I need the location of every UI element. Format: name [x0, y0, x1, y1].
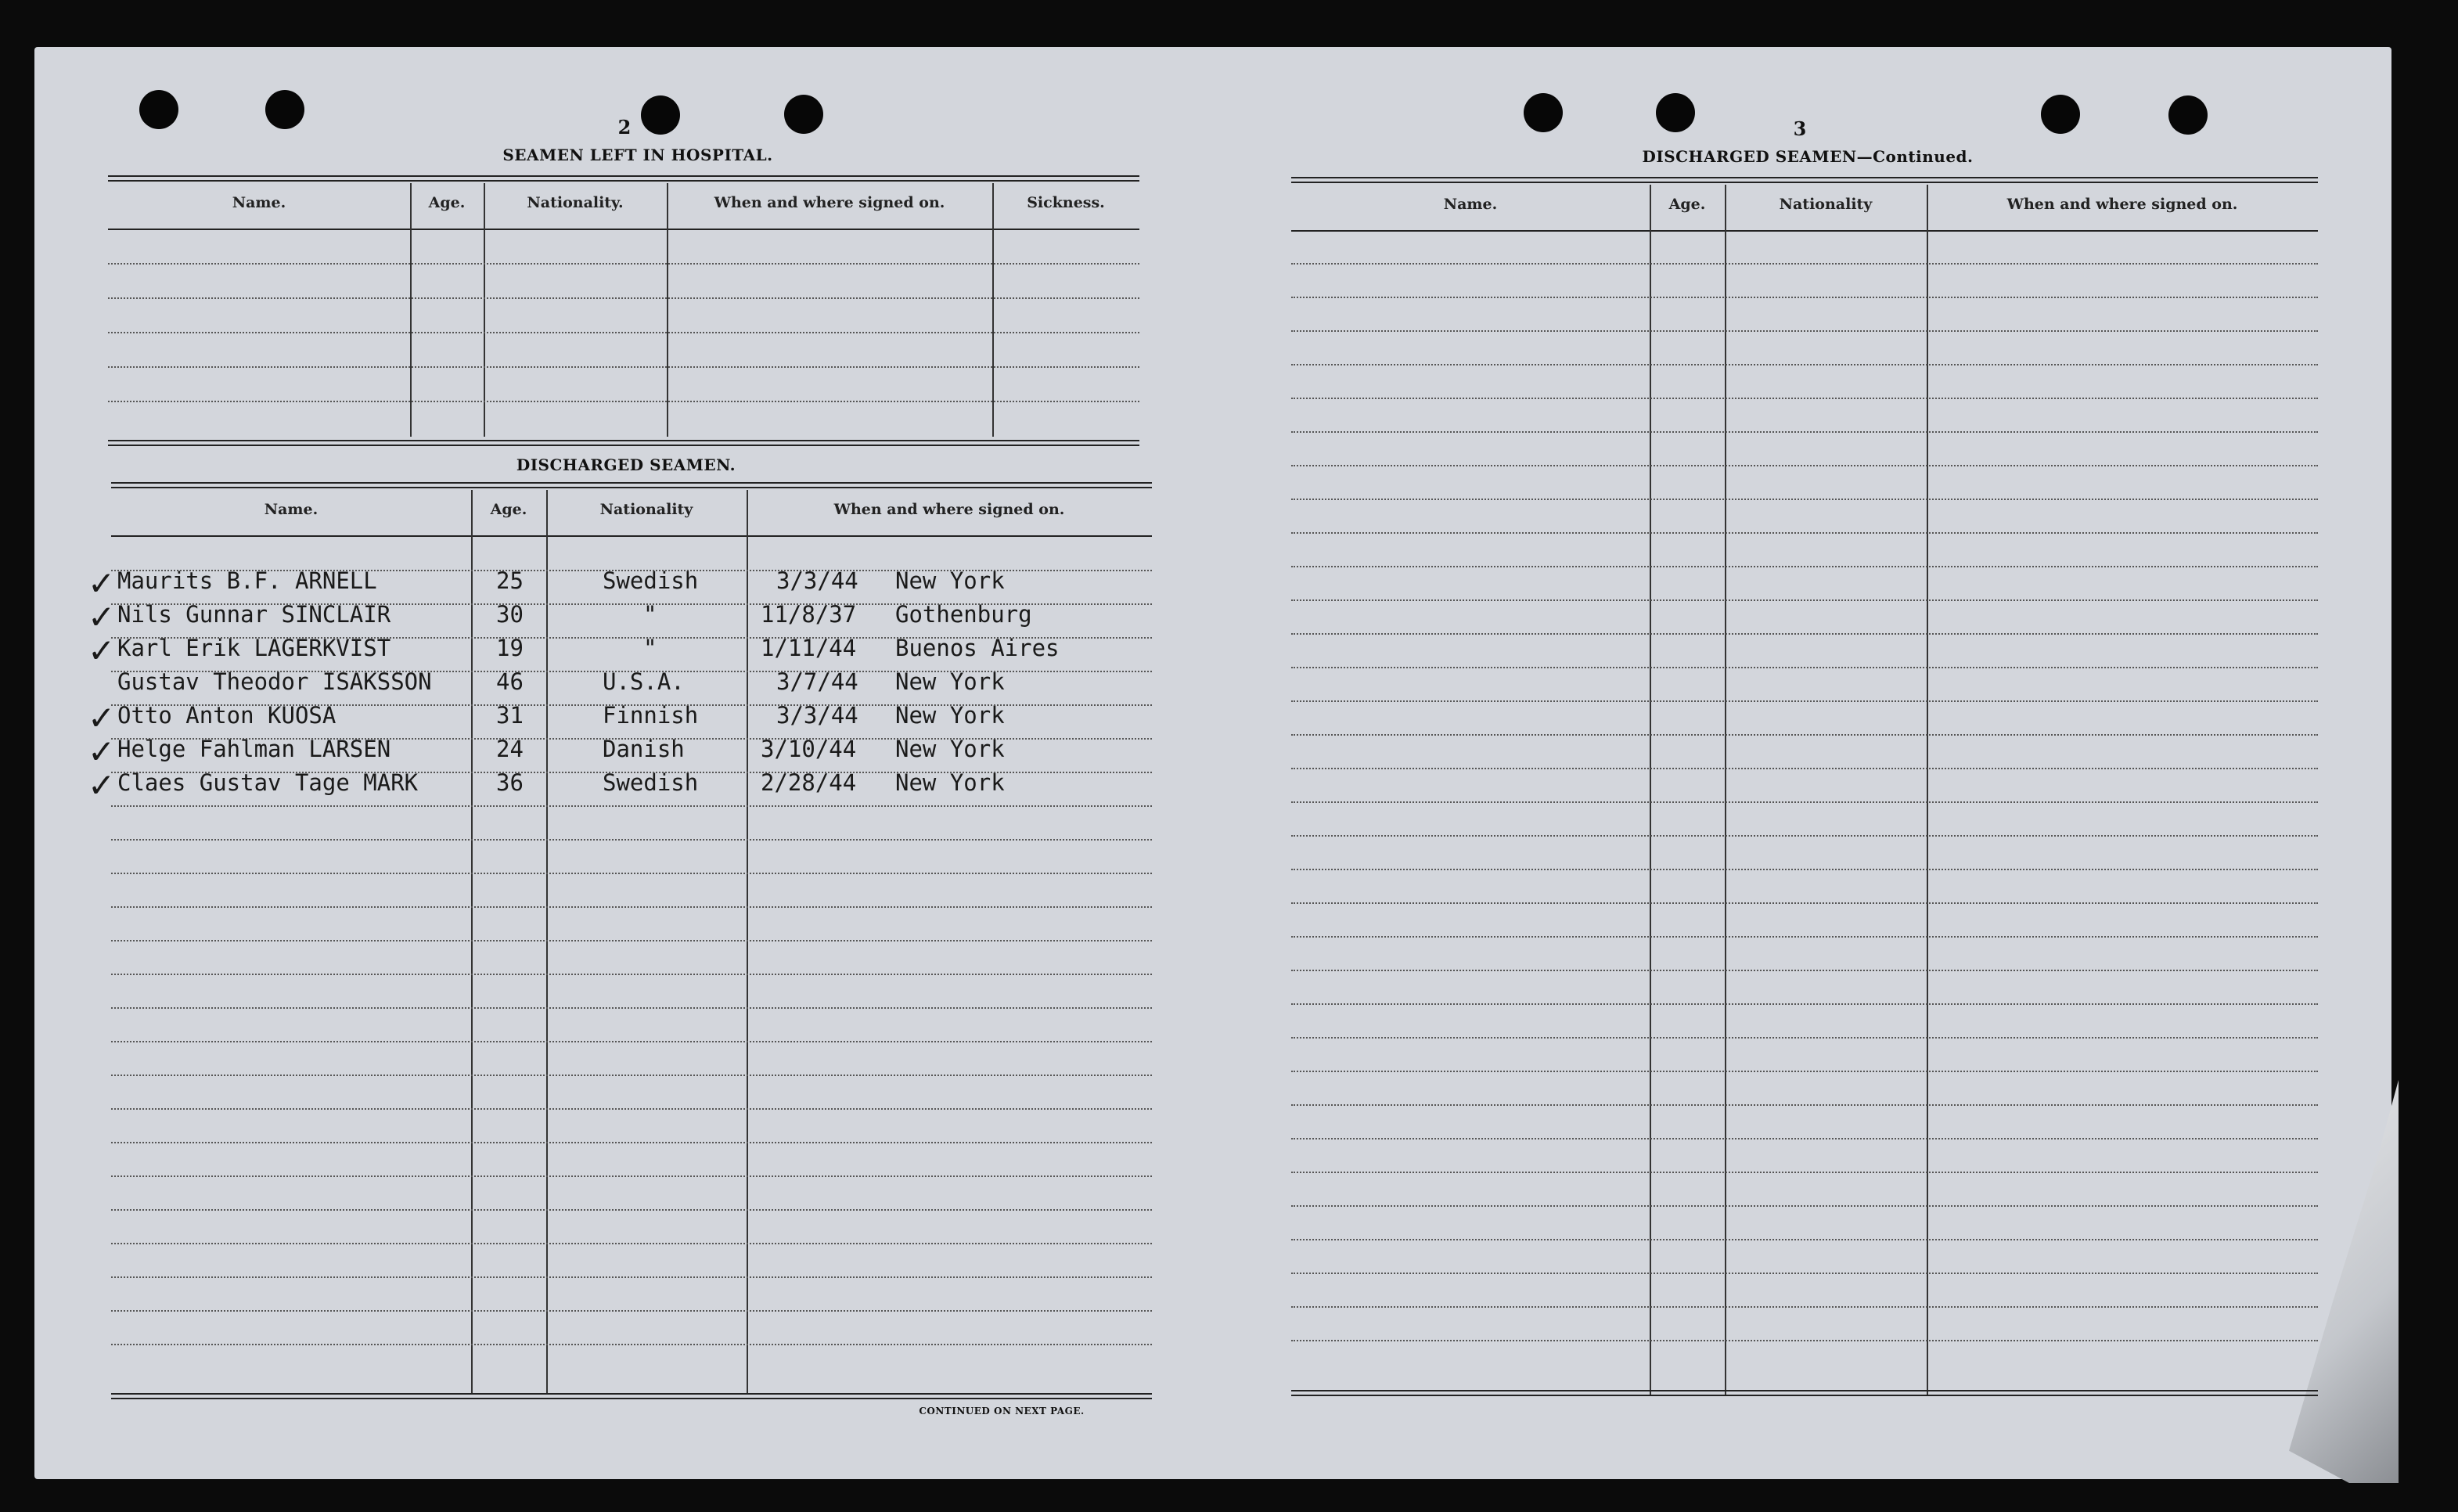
seaman-name: Karl Erik LAGERKVIST	[117, 635, 391, 661]
discharged-header-nationality: Nationality	[599, 501, 693, 518]
seaman-age: 24	[496, 736, 524, 762]
punch-hole-icon	[1524, 93, 1563, 132]
punch-hole-icon	[2168, 95, 2208, 135]
check-mark-icon: ✓	[88, 733, 116, 771]
continued-discharged-table	[1291, 177, 2318, 1402]
seaman-age: 46	[496, 668, 524, 695]
signed-on-date: 3/10/44	[761, 736, 857, 762]
signed-on-place: New York	[895, 567, 1005, 594]
seaman-name: Maurits B.F. ARNELL	[117, 567, 377, 594]
punch-hole-icon	[139, 90, 178, 129]
discharged-section-title: DISCHARGED SEAMEN.	[516, 455, 736, 474]
continued-section-title: DISCHARGED SEAMEN—Continued.	[1642, 147, 1974, 166]
hospital-header-nationality: Nationality.	[527, 194, 624, 211]
check-mark-icon: ✓	[88, 564, 116, 603]
signed-on-date: 2/28/44	[761, 769, 857, 796]
signed-on-place: New York	[895, 769, 1005, 796]
table-row	[88, 764, 1152, 805]
signed-on-date: 1/11/44	[761, 635, 857, 661]
check-mark-icon: ✓	[88, 699, 116, 737]
seaman-nationality: U.S.A.	[603, 668, 685, 695]
continued-note: CONTINUED ON NEXT PAGE.	[919, 1406, 1085, 1417]
table-row	[88, 730, 1152, 771]
hospital-header-sickness: Sickness.	[1027, 194, 1105, 211]
seaman-nationality: Swedish	[603, 769, 699, 796]
seaman-nationality: Finnish	[603, 702, 699, 729]
hospital-header-age: Age.	[428, 194, 466, 211]
seaman-age: 19	[496, 635, 524, 661]
signed-on-place: Buenos Aires	[895, 635, 1060, 661]
discharged-table	[88, 482, 1152, 1406]
punch-hole-icon	[2041, 95, 2080, 134]
seaman-name: Claes Gustav Tage MARK	[117, 769, 419, 796]
seaman-name: Otto Anton KUOSA	[117, 702, 336, 729]
seaman-nationality: "	[643, 635, 657, 661]
discharged-header-name: Name.	[264, 501, 318, 518]
signed-on-date: 3/3/44	[776, 702, 858, 729]
continued-header-nationality: Nationality	[1779, 196, 1873, 213]
table-row	[88, 697, 1152, 737]
check-mark-icon: ✓	[88, 632, 116, 670]
table-row	[88, 629, 1152, 670]
hospital-section-title: SEAMEN LEFT IN HOSPITAL.	[502, 146, 773, 164]
check-mark-icon: ✓	[88, 766, 116, 805]
seaman-name: Gustav Theodor ISAKSSON	[117, 668, 432, 695]
signed-on-date: 11/8/37	[761, 601, 857, 628]
seaman-age: 25	[496, 567, 524, 594]
punch-hole-icon	[265, 90, 304, 129]
page-number-left: 2	[617, 116, 632, 139]
discharged-header-age: Age.	[490, 501, 527, 518]
table-row	[111, 663, 1152, 697]
seaman-nationality: "	[643, 601, 657, 628]
continued-header-name: Name.	[1443, 196, 1498, 213]
discharged-header-signed-on: When and where signed on.	[833, 501, 1065, 518]
seaman-name: Nils Gunnar SINCLAIR	[117, 601, 391, 628]
signed-on-place: Gothenburg	[895, 601, 1032, 628]
seaman-nationality: Swedish	[603, 567, 699, 594]
hospital-header-signed-on: When and where signed on.	[714, 194, 945, 211]
table-row	[88, 596, 1152, 636]
punch-hole-icon	[1656, 93, 1695, 132]
page-number-right: 3	[1793, 117, 1807, 140]
table-row	[88, 562, 1152, 603]
seaman-age: 31	[496, 702, 524, 729]
seaman-age: 30	[496, 601, 524, 628]
seaman-age: 36	[496, 769, 524, 796]
signed-on-date: 3/7/44	[776, 668, 858, 695]
continued-header-age: Age.	[1668, 196, 1706, 213]
signed-on-date: 3/3/44	[776, 567, 858, 594]
signed-on-place: New York	[895, 736, 1005, 762]
hospital-header-name: Name.	[232, 194, 286, 211]
continued-header-signed-on: When and where signed on.	[2006, 196, 2238, 213]
hospital-table	[108, 175, 1139, 445]
signed-on-place: New York	[895, 668, 1005, 695]
seaman-nationality: Danish	[603, 736, 685, 762]
check-mark-icon: ✓	[88, 598, 116, 636]
signed-on-place: New York	[895, 702, 1005, 729]
seaman-name: Helge Fahlman LARSEN	[117, 736, 391, 762]
punch-hole-icon	[784, 95, 823, 134]
